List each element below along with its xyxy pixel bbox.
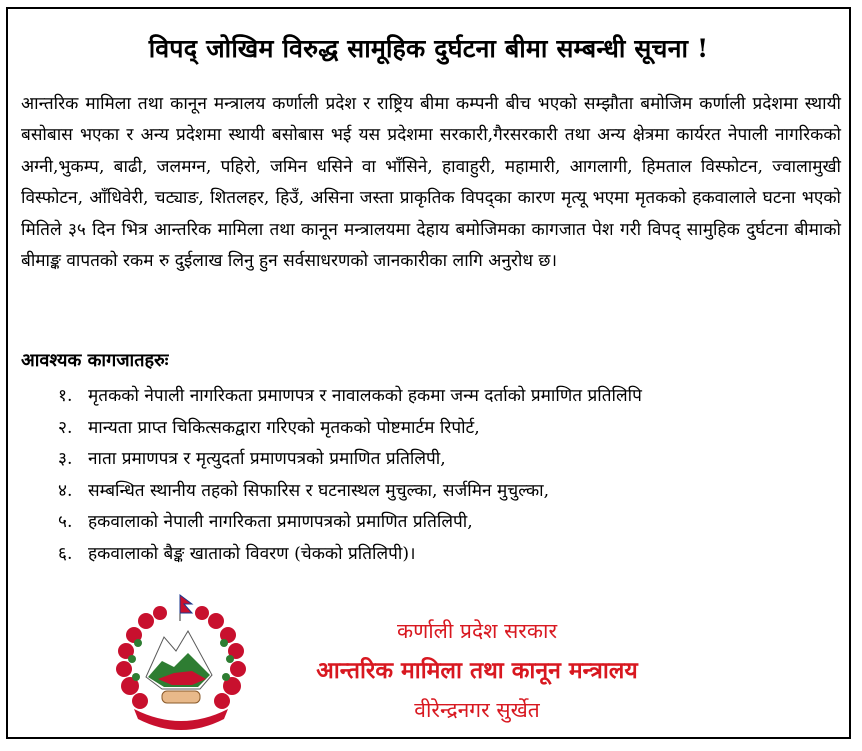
issuer-footer (262, 612, 692, 728)
list-item-text: मृतकको नेपाली नागरिकता प्रमाणपत्र र नावालकको हकमा जन्म दर्ताको प्रमाणित प्रतिलिपि (88, 386, 642, 406)
list-item (58, 507, 838, 539)
list-item (58, 539, 838, 571)
list-item-text: मान्यता प्राप्त चिकित्सकद्वारा गरिएको मृतकको पोष्टमार्टम रिपोर्ट, (88, 417, 480, 438)
requirements-list (58, 381, 838, 570)
notice-box (6, 7, 851, 739)
list-item-number: २. (58, 417, 73, 438)
list-item (58, 381, 838, 413)
list-item-number: ४. (58, 480, 73, 501)
list-item (58, 444, 838, 476)
list-item-number: ३. (58, 449, 73, 469)
issuer-government: कर्णाली प्रदेश सरकार (396, 619, 558, 643)
list-item-text: हकवालाको नेपाली नागरिकता प्रमाणपत्रको प्रमाणित प्रतिलिपी, (88, 512, 473, 532)
requirements-heading: आवश्यक कागजातहरुः (21, 350, 169, 371)
list-item (58, 413, 838, 445)
list-item-number: ६. (58, 543, 73, 564)
list-item (58, 476, 838, 508)
list-item-text: नाता प्रमाणपत्र र मृत्युदर्ता प्रमाणपत्रको प्रमाणित प्रतिलिपी, (88, 449, 446, 469)
list-item-text: सम्बन्धित स्थानीय तहको सिफारिस र घटनास्थल मुचुल्का, सर्जमिन मुचुल्का, (88, 480, 550, 501)
notice-title: विपद् जोखिम विरुद्ध सामूहिक दुर्घटना बीमा सम्बन्धी सूचना ! (148, 34, 709, 63)
list-item-number: १. (58, 386, 73, 406)
list-item-text: हकवालाको बैङ्क खाताको विवरण (चेकको प्रतिलिपी)। (88, 543, 416, 564)
nepal-emblem-icon (108, 591, 254, 737)
issuer-ministry: आन्तरिक मामिला तथा कानून मन्त्रालय (316, 657, 638, 684)
notice-body: आन्तरिक मामिला तथा कानून मन्त्रालय कर्णाली प्रदेश र राष्ट्रिय बीमा कम्पनी बीच भएको सम्झौता बमोजिम कर्णाली प्रदेशमा स्थायी बसोबास भएका र अन्य प्रदेशमा स्थायी बसोबास भई यस प्रदेशमा सरकारी,गैरसरकारी तथा अन्य क्षेत्रमा कार्यरत नेपाली नागरिकको अग्नी,भुकम्प, बाढी, जलमग्न, पहिरो, जमिन धसिने वा भाँसिने, हावाहुरी, महामारी, आगलागी, हिमताल विस्फोटन, ज्वालामुखी विस्फोटन, आँधिवेरी, चट्याङ, शितलहर, हिउँ, असिना जस्ता प्राकृतिक विपद्का कारण मृत्यू भएमा मृतकको हकवालाले घटना भएको मितिले ३५ दिन भित्र आन्तरिक मामिला तथा कानून मन्त्रालयमा देहाय बमोजिमका कागजात पेश गरी विपद् सामुहिक दुर्घटना बीमाको बीमाङ्क वापतको रकम रु दुईलाख लिनु हुन सर्वसाधरणको जानकारीका लागि अनुरोध छ। (21, 94, 841, 272)
list-item-number: ५. (58, 512, 73, 532)
issuer-location: वीरेन्द्रनगर सुर्खेत (414, 698, 540, 722)
